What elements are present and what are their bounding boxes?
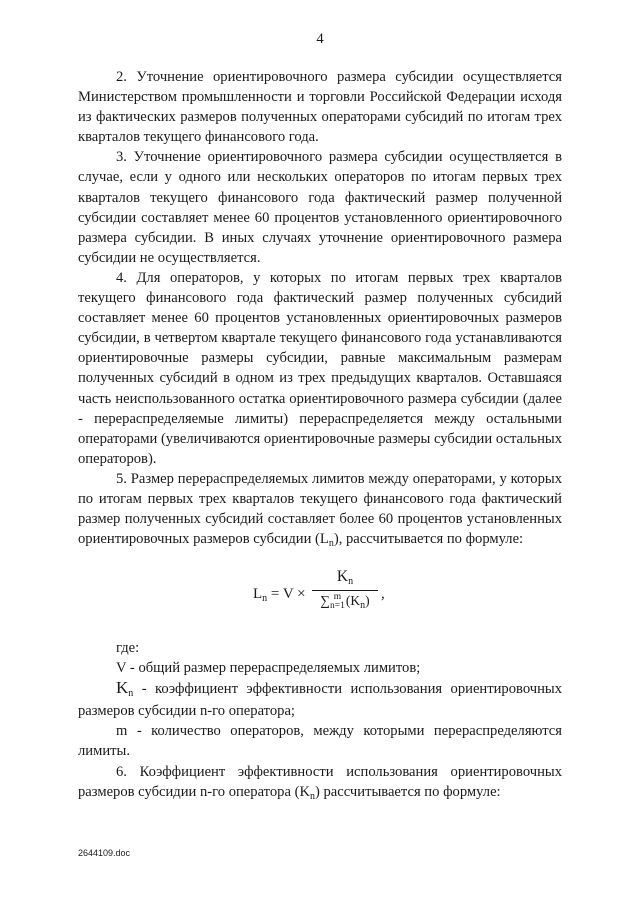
paragraph-6-start: 6. Коэффициент эффективности использования ориентировочных размеров субсидии n-го оператора (K [78, 763, 562, 800]
definitions [78, 638, 562, 804]
ln-symbol: L [319, 531, 329, 548]
file-name-footer: 2644109.doc [78, 848, 131, 858]
fraction-bar [312, 590, 378, 591]
k-description: - коэффициент эффективности использования ориентировочных размеров субсидии n-го оператора; [78, 681, 562, 720]
paragraph-3: 3. Уточнение ориентировочного размера субсидии осуществляется в случае, если у одного или нескольких операторов по итогам первых трех кварталов текущего финансового года фактический размер полученной субсидии составляет менее 60 процентов установленного ориентировочного размера субсидии. В иных случаях уточнение ориентировочного размера субсидии не осуществляется. [78, 149, 562, 266]
paragraph-2: 2. Уточнение ориентировочного размера субсидии осуществляется Министерством промышленности и торговли Российской Федерации исходя из фактических размеров полученных операторами субсидий по итогам трех кварталов текущего финансового года. [78, 69, 562, 146]
m-symbol: m [116, 723, 128, 740]
formula-comma: , [381, 586, 385, 602]
k-symbol: K [116, 678, 129, 698]
paragraph-6-subscript: n [309, 790, 315, 802]
where-label: где: [116, 640, 140, 656]
m-description: - количество операторов, между которыми перераспределяются лимиты. [78, 723, 562, 760]
formula-fraction [312, 568, 378, 611]
sum-upper-limit: m [333, 592, 342, 602]
definition-m [78, 721, 562, 761]
formula-numerator [312, 568, 378, 588]
paragraph-5-end: ), рассчитывается по формуле: [333, 531, 524, 548]
denominator-close: ) [365, 593, 370, 609]
v-symbol: V [116, 660, 127, 677]
ln-symbol-subscript: n [328, 538, 334, 550]
denominator-body: (K [345, 593, 361, 609]
paragraph-5 [78, 469, 562, 551]
page-number: 4 [316, 31, 324, 47]
paragraph-4: 4. Для операторов, у которых по итогам первых трех кварталов текущего финансового года фактический размер полученных субсидий составляет менее 60 процентов установленных ориентировочных размеров субсидии, в четвертом квартале текущего финансового года устанавливаются ориентировочные размеры субсидии, равные максимальным размерам полученных субсидий в одном из трех предыдущих кварталов. Оставшаяся часть неиспользованного остатка ориентировочного размера субсидии (далее - перераспределяемые лимиты) перераспределяется между остальными операторами (увеличиваются ориентировочные размеры субсидии остальных операторов). [78, 269, 562, 467]
sum-lower-limit: n=1 [330, 601, 345, 611]
formula-lhs-subscript: n [262, 593, 268, 604]
numerator-symbol: K [336, 568, 349, 585]
redistribution-formula [0, 566, 640, 622]
definition-v [78, 658, 562, 678]
formula-lhs-symbol: L [253, 586, 263, 602]
v-description: - общий размер перераспределяемых лимитов; [126, 660, 421, 677]
definition-k [78, 678, 562, 721]
formula-denominator [312, 593, 378, 611]
paragraph-6-end: ) рассчитывается по формуле: [314, 783, 501, 800]
body-text [78, 67, 562, 551]
paragraph-5-start: 5. Размер перераспределяемых лимитов между операторами, у которых по итогам первых трех кварталов текущего финансового года фактический размер полученных субсидий составляет более 60 процентов установленных ориентировочных размеров субсидии ( [78, 470, 562, 548]
k-symbol-subscript: n [128, 688, 134, 700]
formula-lhs [253, 586, 306, 603]
paragraph-6 [78, 762, 562, 804]
numerator-subscript: n [348, 576, 354, 587]
formula-equals-v: = V × [267, 586, 306, 602]
sum-sign: ∑ [320, 593, 330, 609]
denominator-subscript: n [360, 600, 366, 612]
